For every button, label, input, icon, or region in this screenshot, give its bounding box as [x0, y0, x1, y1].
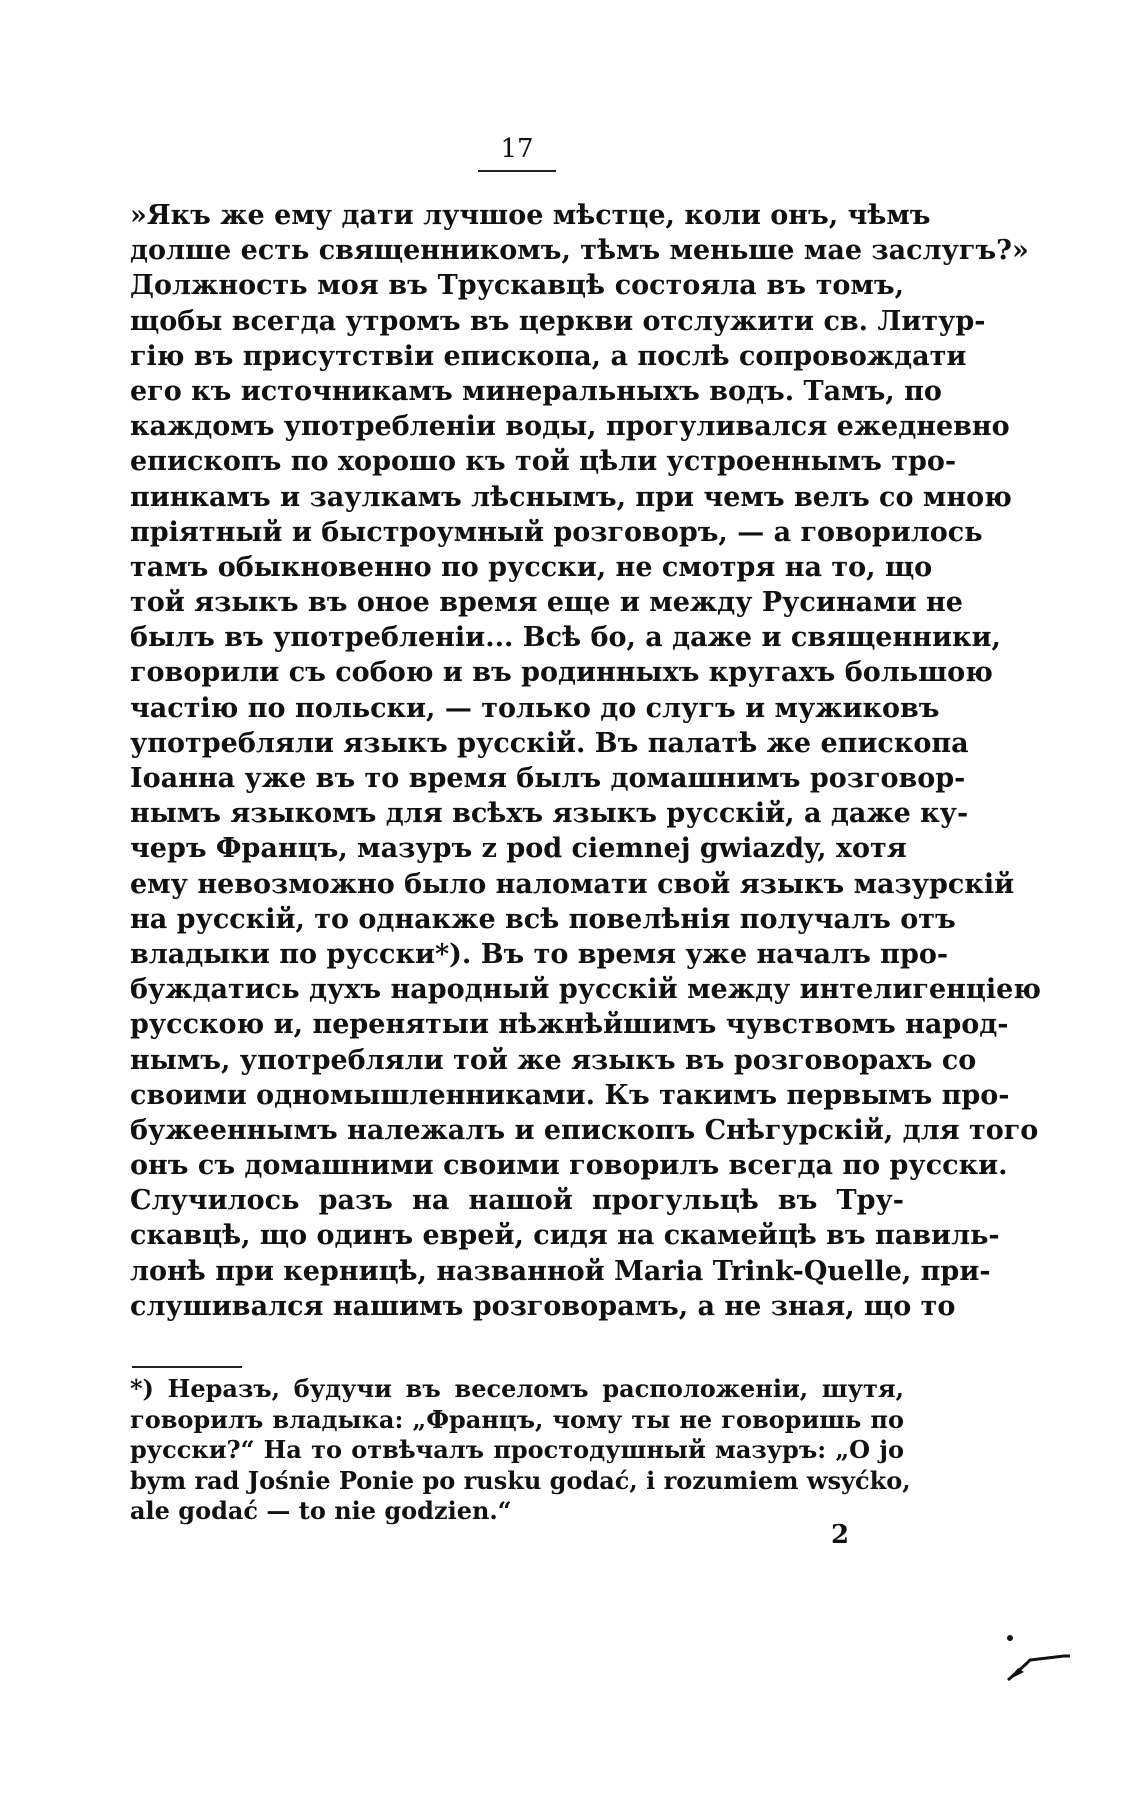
body-line: тамъ обыкновенно по русски, не смотря на то, що — [130, 551, 933, 583]
body-line: Іоанна уже въ то время былъ домашнимъ розговор- — [130, 763, 966, 794]
body-line: »Якъ же ему дати лучшое мѣстце, коли онъ, чѣмъ — [130, 200, 931, 231]
footnote-line: говорилъ владыка: „Францъ, чому ты не говоришь по — [130, 1404, 904, 1434]
body-line: слушивался нашимъ розговорамъ, а не зная, що то — [130, 1290, 956, 1322]
footnote — [130, 1374, 911, 1527]
body-line: лонѣ при керницѣ, названной Maria Trink-Quelle, при- — [130, 1255, 991, 1287]
body-line: нымъ языкомъ для всѣхъ языкъ русскій, а даже ку- — [130, 798, 969, 830]
body-line: русскою и, перенятыи нѣжнѣйшимъ чувствомъ народ- — [130, 1009, 1009, 1041]
body-line: буждатись духъ народный русскій между интелигенціею — [130, 974, 1041, 1006]
body-line: его къ источникамъ минеральныхъ водъ. Тамъ, по — [130, 375, 942, 407]
scan-mark-icon — [1004, 1634, 1074, 1684]
body-line: нымъ, употребляли той же языкъ въ розговорахъ со — [130, 1044, 977, 1076]
body-line: владыки по русски*). Въ то время уже началъ про- — [130, 938, 949, 970]
body-line: своими одномышленниками. Къ такимъ первымъ про- — [130, 1079, 1010, 1111]
page-number-rule — [478, 170, 556, 172]
footnote-line: русски?“ На то отвѣчалъ простодушный мазуръ: „O jo — [130, 1435, 904, 1464]
footnote-rule — [132, 1366, 242, 1368]
body-line: Случилось разъ на нашой прогульцѣ въ Тру- — [130, 1185, 904, 1217]
body-line: Должность моя въ Трускавцѣ состояла въ томъ, — [130, 270, 904, 302]
footnote-line: bym rad Jośnie Ponie po rusku godać, i rozumiem wsyćko, — [130, 1465, 911, 1495]
body-line: употребляли языкъ русскій. Въ палатѣ же епископа — [130, 727, 969, 759]
body-line: на русскій, то однакже всѣ повелѣнія получалъ отъ — [130, 903, 956, 935]
body-line: онъ съ домашними своими говорилъ всегда по русски. — [130, 1150, 1008, 1182]
body-line: пріятный и быстроумный розговоръ, — а говорилось — [130, 516, 983, 548]
body-line: говорили съ собою и въ родинныхъ кругахъ большою — [130, 657, 993, 689]
body-line: ему невозможно было наломати свой языкъ мазурскій — [130, 868, 1015, 900]
body-line: черъ Францъ, мазуръ z pod ciemnej gwiazdy, хотя — [130, 833, 907, 865]
body-line: бужееннымъ належалъ и епископъ Снѣгурскій, для того — [130, 1114, 1039, 1146]
body-line: гію въ присутствіи епископа, а послѣ сопровождати — [130, 340, 967, 372]
body-line: пинкамъ и заулкамъ лѣснымъ, при чемъ велъ со мною — [130, 481, 1012, 513]
body-text — [130, 198, 1041, 1324]
body-line: долше есть священникомъ, тѣмъ меньше мае заслугъ?» — [130, 235, 1029, 267]
body-line: епископъ по хорошо къ той цѣли устроеннымъ тро- — [130, 446, 957, 478]
body-line: той языкъ въ оное время еще и между Русинами не — [130, 587, 963, 619]
signature-mark: 2 — [830, 1520, 850, 1550]
footnote-line: *) Неразъ, будучи въ веселомъ расположеніи, шутя, — [130, 1374, 904, 1403]
body-line: скавцѣ, що одинъ еврей, сидя на скамейцѣ въ павиль- — [130, 1220, 1000, 1252]
page-number: 17 — [500, 134, 534, 164]
body-line: каждомъ употребленіи воды, прогуливался ежедневно — [130, 411, 1010, 443]
body-line: частію по польски, — только до слугъ и мужиковъ — [130, 692, 940, 724]
body-line: былъ въ употребленіи... Всѣ бо, а даже и священники, — [130, 622, 1001, 654]
footnote-line: ale godać — to nie godzien.“ — [130, 1496, 512, 1525]
body-line: щобы всегда утромъ въ церкви отслужити св. Литур- — [130, 305, 986, 337]
